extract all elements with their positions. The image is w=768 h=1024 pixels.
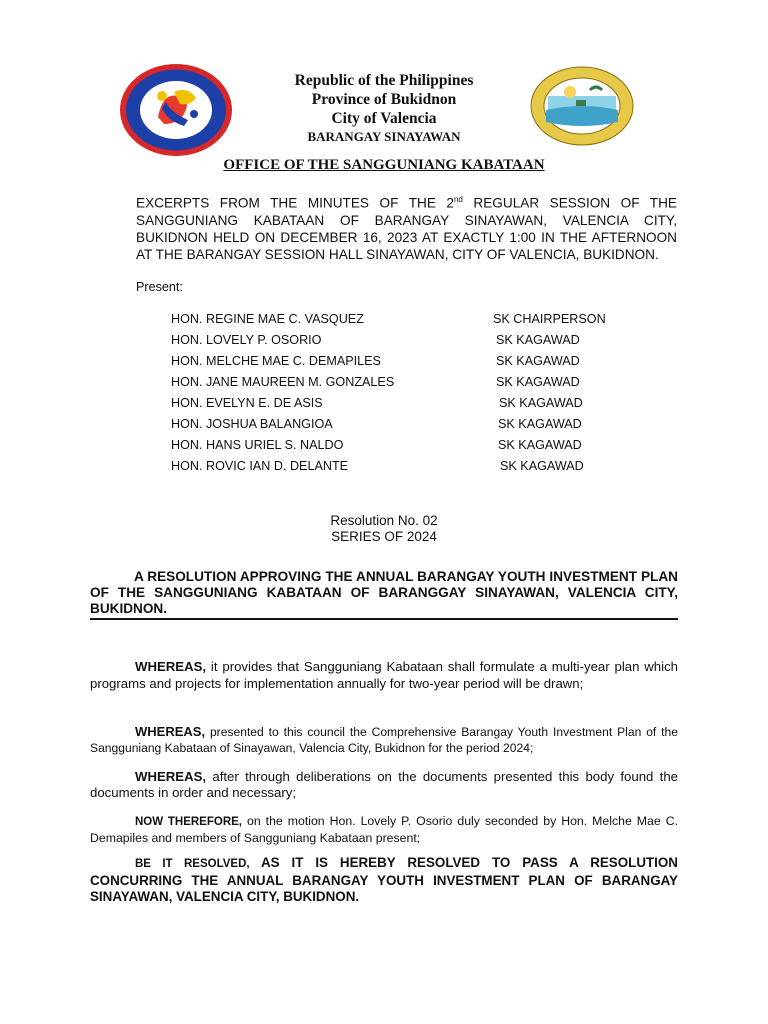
member-name: HON. REGINE MAE C. VASQUEZ bbox=[171, 312, 364, 326]
resolved-text: AS IT IS HEREBY RESOLVED TO PASS A RESOLUTION CONCURRING THE ANNUAL BARANGAY YOUTH INVESTMENT PLAN OF BARANGAY SINAYAWAN, VALENCIA CITY, BUKIDNON. bbox=[90, 855, 678, 904]
excerpt-text-pre: EXCERPTS FROM THE MINUTES OF THE 2 bbox=[136, 195, 454, 211]
whereas-clause-2 bbox=[90, 724, 678, 756]
clause-lead: WHEREAS, bbox=[135, 659, 207, 674]
member-position: SK KAGAWAD bbox=[496, 375, 580, 389]
letterhead-barangay: BARANGAY SINAYAWAN bbox=[307, 129, 461, 144]
clause-text: presented to this council the Comprehensive Barangay Youth Investment Plan of the Sangguniang Kabataan of Sinayawan, Valencia City, Bukidnon for the period 2024; bbox=[90, 725, 678, 755]
member-name: HON. LOVELY P. OSORIO bbox=[171, 333, 322, 347]
present-label: Present: bbox=[136, 280, 183, 294]
excerpt-text-post: REGULAR SESSION OF THE SANGGUNIANG KABATAAN OF BARANGAY SINAYAWAN, VALENCIA CITY, BUKIDNON HELD ON DECEMBER 16, 2023 AT EXACTLY 1:00 IN THE AFTERNOON AT THE BARANGAY SESSION HALL SINAYAWAN, CITY OF VALENCIA, BUKIDNON. bbox=[136, 195, 677, 263]
member-position: SK KAGAWAD bbox=[499, 396, 583, 410]
clause-text: on the motion Hon. Lovely P. Osorio duly seconded by Hon. Melche Mae C. Demapiles and members of Sangguniang Kabataan present; bbox=[90, 814, 678, 845]
now-therefore-clause bbox=[90, 813, 678, 846]
member-name: HON. EVELYN E. DE ASIS bbox=[171, 396, 323, 410]
resolved-lead: BE IT RESOLVED, bbox=[135, 858, 250, 870]
clause-text: after through deliberations on the documents presented this body found the documents in order and necessary; bbox=[90, 769, 678, 800]
member-position: SK CHAIRPERSON bbox=[493, 312, 606, 326]
letterhead-province: Province of Bukidnon bbox=[311, 91, 457, 108]
be-it-resolved-clause bbox=[90, 855, 678, 906]
clause-lead: WHEREAS, bbox=[135, 769, 207, 784]
whereas-clause-3 bbox=[90, 769, 678, 801]
resolution-title: A RESOLUTION APPROVING THE ANNUAL BARANGAY YOUTH INVESTMENT PLAN OF THE SANGGUNIANG KABATAAN OF BARANGGAY SINAYAWAN, VALENCIA CITY, BUKIDNON. bbox=[90, 569, 678, 616]
clause-lead: WHEREAS, bbox=[135, 724, 206, 739]
excerpt-superscript: nd bbox=[453, 195, 463, 204]
letterhead-city: City of Valencia bbox=[331, 110, 437, 127]
member-position: SK KAGAWAD bbox=[498, 438, 582, 452]
letterhead-republic: Republic of the Philippines bbox=[294, 72, 474, 89]
excerpt-paragraph bbox=[136, 191, 677, 263]
member-position: SK KAGAWAD bbox=[496, 333, 580, 347]
member-position: SK KAGAWAD bbox=[496, 354, 580, 368]
member-name: HON. JANE MAUREEN M. GONZALES bbox=[171, 375, 395, 389]
office-title: OFFICE OF THE SANGGUNIANG KABATAAN bbox=[223, 157, 545, 173]
member-name: HON. HANS URIEL S. NALDO bbox=[171, 438, 344, 452]
resolution-series: SERIES OF 2024 bbox=[331, 529, 437, 544]
member-position: SK KAGAWAD bbox=[498, 417, 582, 431]
resolution-number: Resolution No. 02 bbox=[330, 513, 438, 528]
member-position: SK KAGAWAD bbox=[500, 459, 584, 473]
member-name: HON. MELCHE MAE C. DEMAPILES bbox=[171, 354, 381, 368]
whereas-clause-1 bbox=[90, 659, 678, 692]
member-name: HON. ROVIC IAN D. DELANTE bbox=[171, 459, 349, 473]
member-name: HON. JOSHUA BALANGIOA bbox=[171, 417, 333, 431]
clause-text: it provides that Sangguniang Kabataan shall formulate a multi-year plan which programs and projects for implementation annually for two-year period will be drawn; bbox=[90, 659, 678, 691]
title-underline bbox=[90, 618, 678, 620]
clause-lead: NOW THEREFORE, bbox=[135, 816, 242, 828]
